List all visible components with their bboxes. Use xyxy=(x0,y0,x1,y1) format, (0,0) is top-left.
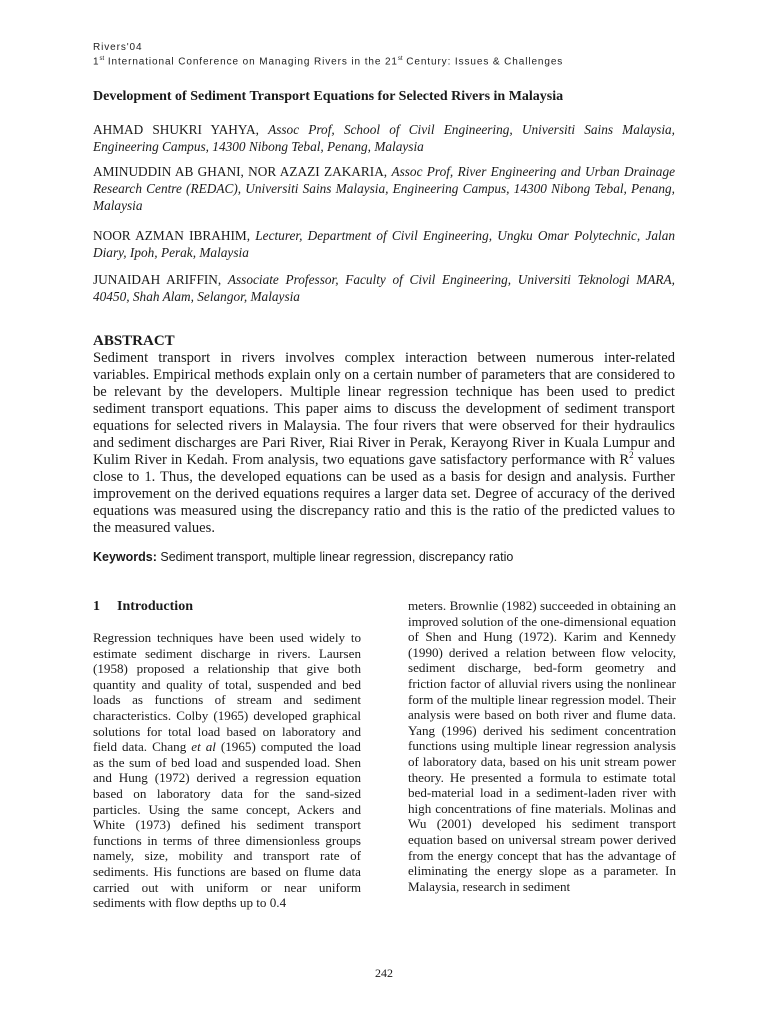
author-affiliation: Assoc Prof, River Engineering and Urban Drainage Research Centre (REDAC), Universiti Sains Malaysia, Engineering Campus, 14300 Nibong Tebal, Penang, Malaysia xyxy=(93,164,675,213)
conference-name-part: Century: Issues & Challenges xyxy=(402,56,564,68)
section-heading xyxy=(93,599,193,615)
author-affiliation: Lecturer, Department of Civil Engineering, Ungku Omar Polytechnic, Jalan Diary, Ipoh, Perak, Malaysia xyxy=(93,228,675,260)
section-title: Introduction xyxy=(117,599,193,614)
conference-name-part: International Conference on Managing Rivers in the 21 xyxy=(104,56,398,68)
abstract-body xyxy=(93,350,675,537)
author-affiliation: Assoc Prof, School of Civil Engineering, Universiti Sains Malaysia, Engineering Campus, 14300 Nibong Tebal, Penang, Malaysia xyxy=(93,122,675,154)
author-entry xyxy=(93,271,675,305)
ordinal-suffix: st xyxy=(99,56,105,62)
keywords-line xyxy=(93,550,513,564)
superscript: 2 xyxy=(629,450,634,461)
author-name: AMINUDDIN AB GHANI, NOR AZAZI ZAKARIA, xyxy=(93,164,392,179)
author-name: JUNAIDAH ARIFFIN, xyxy=(93,272,228,287)
keywords-label: Keywords: xyxy=(93,550,157,564)
page-number: 242 xyxy=(375,966,393,980)
paper-title: Development of Sediment Transport Equations for Selected Rivers in Malaysia xyxy=(93,89,564,104)
section-number: 1 xyxy=(93,599,100,614)
author-entry xyxy=(93,121,675,155)
right-column-text: meters. Brownlie (1982) succeeded in obtaining an improved solution of the one-dimensional equation of Shen and Hung (1972). Karim and Kennedy (1990) derived a relation between flow velocity, sediment discharge, bed-form geometry and friction factor of alluvial rivers using the nonlinear form of the multiple linear regression model. Their analysis were based on both river and flume data. Yang (1996) derived his sediment concentration functions using multiple linear regression analysis of laboratory data, based on his unit stream power theory. He presented a formula to estimate total bed-material load in a sediment-laden river with high concentrations of fine materials. Molinas and Wu (2001) developed his sediment transport equation based on universal stream power derived from the energy concept that has the advantage of eliminating the energy slope as a parameter. In Malaysia, research in sediment xyxy=(408,598,677,894)
author-affiliation: Associate Professor, Faculty of Civil Engineering, Universiti Teknologi MARA, 40450, Shah Alam, Selangor, Malaysia xyxy=(93,272,675,304)
author-entry xyxy=(93,163,675,214)
ordinal-suffix: st xyxy=(397,56,403,62)
italic-text: et al xyxy=(191,739,216,755)
conference-name-part: 1 xyxy=(93,56,100,68)
author-name: AHMAD SHUKRI YAHYA, xyxy=(93,122,269,137)
keywords-text: Sediment transport, multiple linear regression, discrepancy ratio xyxy=(156,550,514,564)
paragraph-text: (1965) computed the load as the sum of bed load and suspended load. Shen and Hung (1972) derived a regression equation based on laboratory data for the sand-sized particles. Using the same concept, Ackers and White (1973) defined his sediment transport functions in terms of three dimensionless groups namely, size, mobility and transport rate of sediments. His functions are based on flume data carried out with uniform or near uniform sediments with flow depths up to 0.4 xyxy=(93,739,361,911)
abstract-text: Sediment transport in rivers involves complex interaction between numerous inter-related variables. Empirical methods explain only on a certain number of parameters that are considered to be relevant by the developers. Multiple linear regression technique has been used to predict sediment transport equations. This paper aims to discuss the development of sediment transport equations for selected rivers in Malaysia. The four rivers that were observed for their hydraulics and sediment discharges are Pari River, Riai River in Perak, Kerayong River in Kuala Lumpur and Kulim River in Kedah. From analysis, two equations gave satisfactory performance with R xyxy=(93,350,675,468)
paragraph-text: Regression techniques have been used widely to estimate sediment discharge in rivers. Laursen (1958) proposed a relationship that give both quantity and quality of total, suspended and bed loads as functions of stream and sediment characteristics. Colby (1965) developed graphical solutions for total load based on laboratory and field data. Chang xyxy=(93,630,361,755)
abstract-heading: ABSTRACT xyxy=(93,333,175,349)
conference-full-name xyxy=(93,56,563,67)
abstract-text: values close to 1. Thus, the developed equations can be used as a basis for design and analysis. Further improvement on the derived equations requires a larger data set. Degree of accuracy of the derived equations was measured using the discrepancy ratio and this is the ratio of the predicted values to the measured values. xyxy=(93,452,675,536)
conference-short-name: Rivers'04 xyxy=(93,42,143,53)
left-column-text xyxy=(93,630,361,911)
author-name: NOOR AZMAN IBRAHIM, xyxy=(93,228,256,243)
author-entry xyxy=(93,227,675,261)
